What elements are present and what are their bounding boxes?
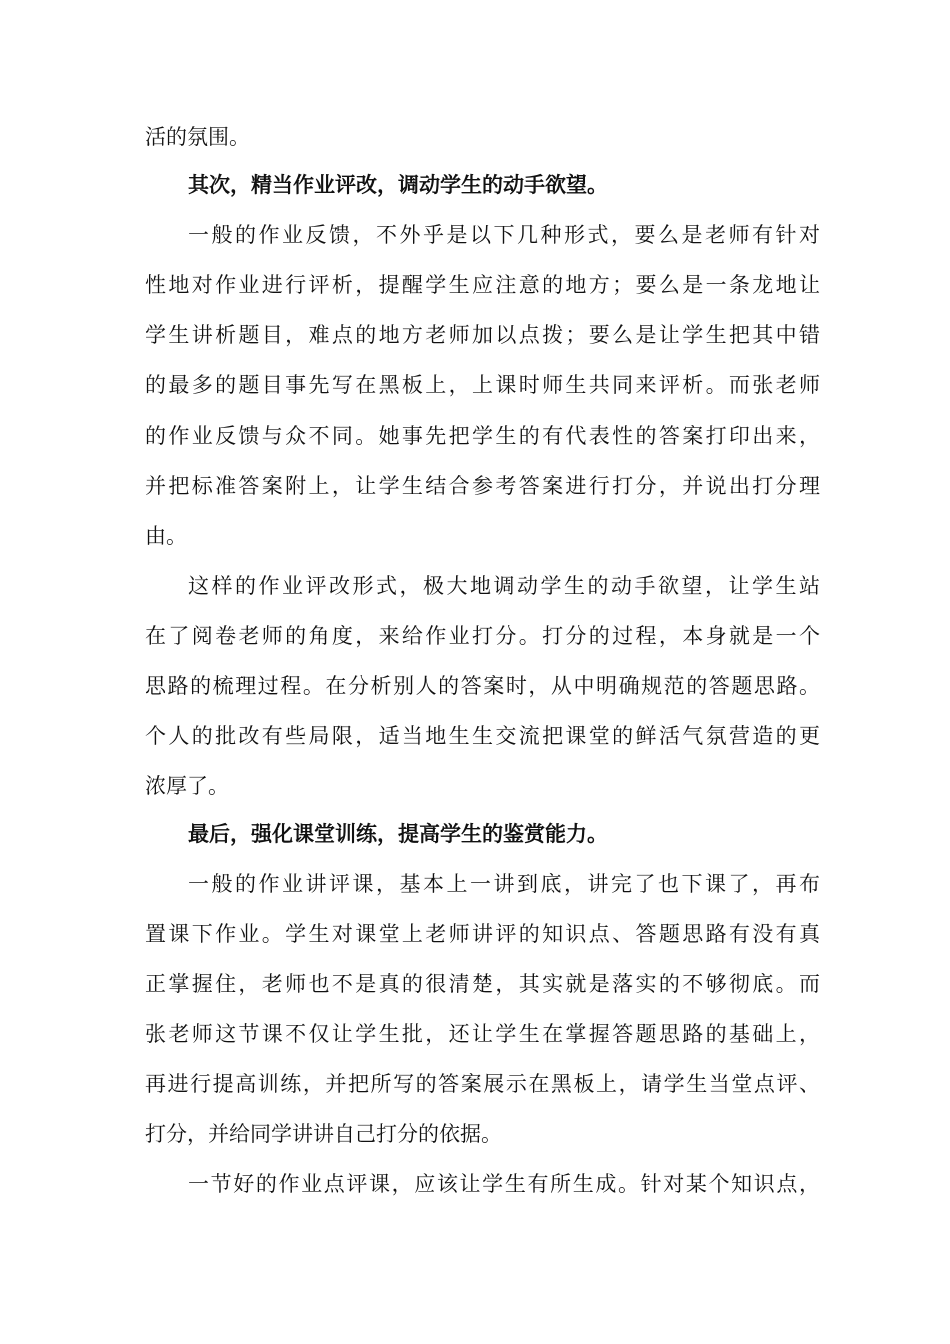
text-line: 打分，并给同学讲讲自己打分的依据。: [145, 1122, 502, 1146]
text-line: 思路的梳理过程。在分析别人的答案时，从中明确规范的答题思路。: [145, 674, 822, 698]
section-heading: 其次，精当作业评改，调动学生的动手欲望。: [188, 172, 608, 197]
text-line: 活的氛围。: [145, 125, 250, 149]
text-line: 并把标准答案附上，让学生结合参考答案进行打分，并说出打分理: [145, 474, 823, 498]
text-line: 张老师这节课不仅让学生批，还让学生在掌握答题思路的基础上，: [145, 1022, 823, 1046]
text-line: 个人的批改有些局限，适当地生生交流把课堂的鲜活气氛营造的更: [145, 724, 823, 748]
text-line: 一般的作业反馈，不外乎是以下几种形式，要么是老师有针对: [188, 223, 823, 247]
section-heading: 最后，强化课堂训练，提高学生的鉴赏能力。: [188, 821, 608, 846]
text-line: 的作业反馈与众不同。她事先把学生的有代表性的答案打印出来，: [145, 424, 823, 448]
text-line: 学生讲析题目，难点的地方老师加以点拨；要么是让学生把其中错: [145, 323, 823, 347]
text-line: 由。: [145, 524, 187, 548]
text-line: 再进行提高训练，并把所写的答案展示在黑板上，请学生当堂点评、: [145, 1072, 822, 1096]
text-line: 置课下作业。学生对课堂上老师讲评的知识点、答题思路有没有真: [145, 922, 823, 946]
text-line: 在了阅卷老师的角度，来给作业打分。打分的过程，本身就是一个: [145, 624, 823, 648]
text-line: 的最多的题目事先写在黑板上，上课时师生共同来评析。而张老师: [145, 373, 823, 397]
text-line: 正掌握住，老师也不是真的很清楚，其实就是落实的不够彻底。而: [145, 972, 823, 996]
text-line: 性地对作业进行评析，提醒学生应注意的地方；要么是一条龙地让: [145, 273, 823, 297]
text-line: 一节好的作业点评课，应该让学生有所生成。针对某个知识点，: [188, 1172, 822, 1196]
text-line: 浓厚了。: [145, 774, 229, 798]
text-line: 一般的作业讲评课，基本上一讲到底，讲完了也下课了，再布: [188, 872, 823, 896]
text-line: 这样的作业评改形式，极大地调动学生的动手欲望，让学生站: [188, 574, 823, 598]
